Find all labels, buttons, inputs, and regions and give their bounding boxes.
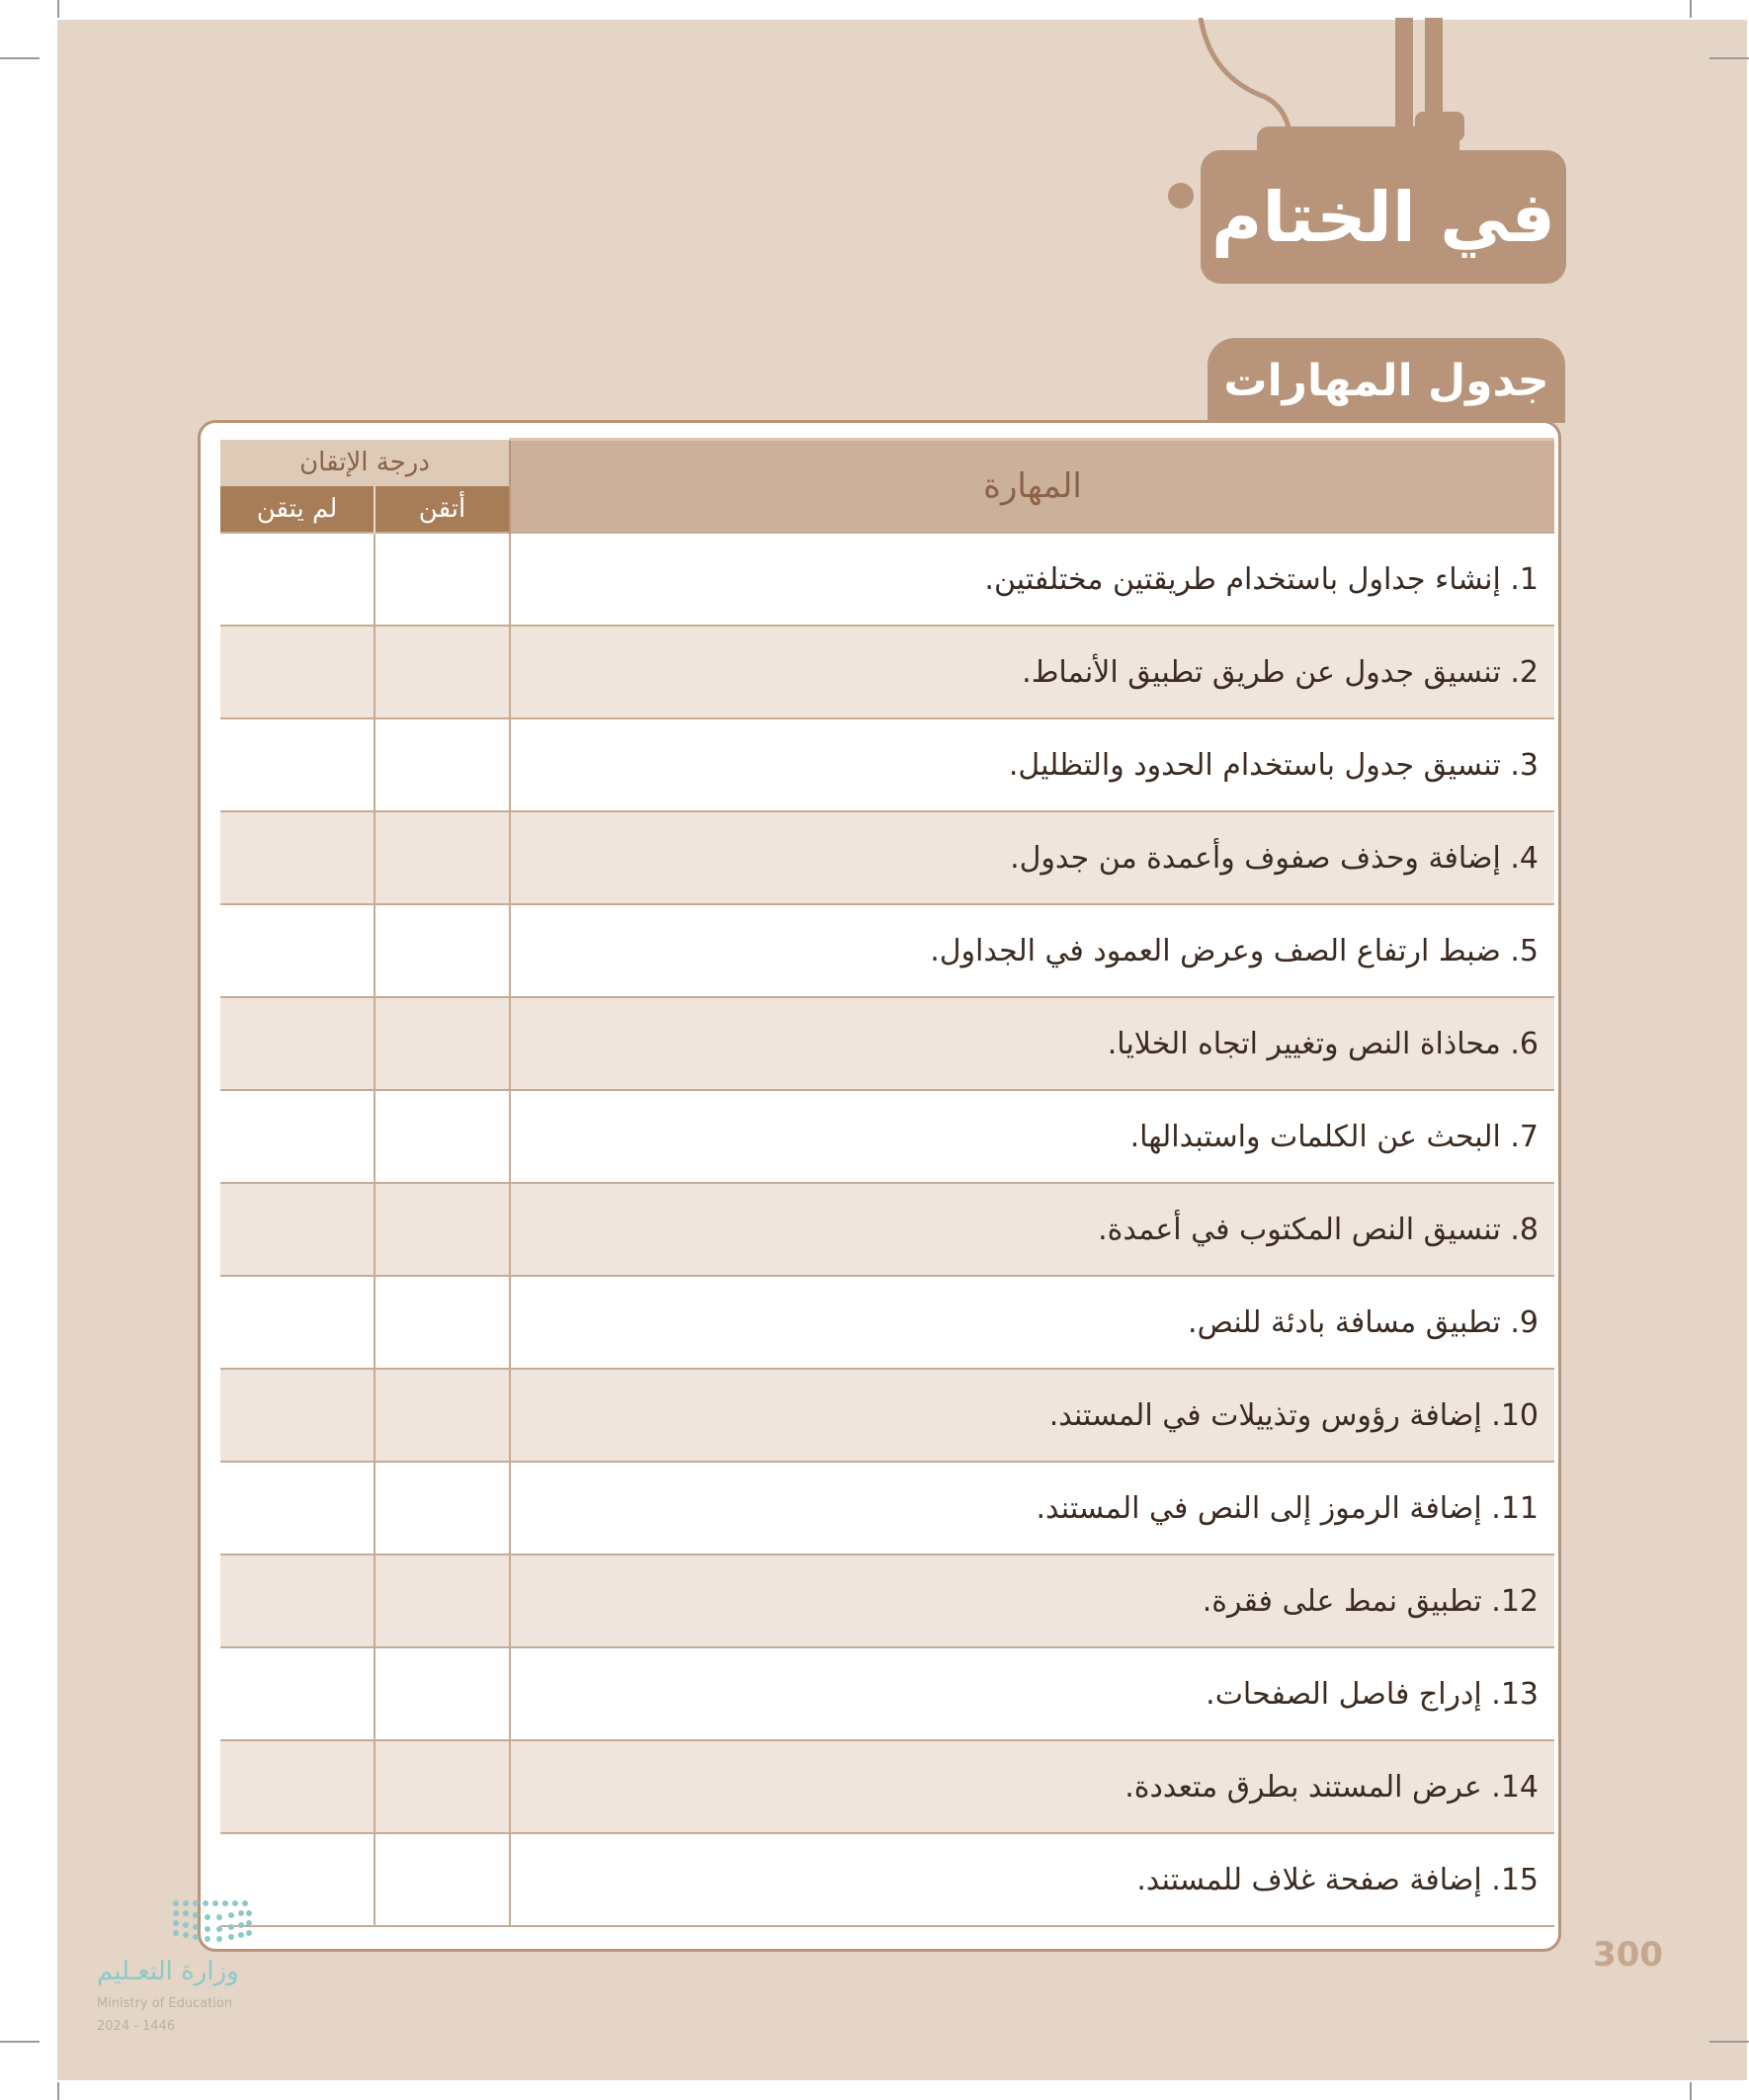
mastered-cell[interactable]: [375, 1647, 510, 1740]
mastered-cell[interactable]: [375, 1554, 510, 1647]
ministry-name-english: Ministry of Education: [97, 1996, 233, 2011]
mastered-column-header: أتقن: [375, 486, 510, 533]
mastered-cell[interactable]: [375, 904, 510, 997]
not-mastered-column-header: لم يتقن: [220, 486, 375, 533]
mastered-cell[interactable]: [375, 626, 510, 718]
skill-text: 13. إدراج فاصل الصفحات.: [510, 1647, 1554, 1740]
section-title: جدول المهارات: [1223, 355, 1549, 406]
chapter-title: في الختام: [1211, 176, 1555, 258]
skill-text: 5. ضبط ارتفاع الصف وعرض العمود في الجداول.: [510, 904, 1554, 997]
not-mastered-cell[interactable]: [220, 626, 375, 718]
skill-text: 9. تطبيق مسافة بادئة للنص.: [510, 1276, 1554, 1369]
table-row: [220, 1740, 1554, 1833]
not-mastered-cell[interactable]: [220, 718, 375, 811]
mastered-cell[interactable]: [375, 1369, 510, 1462]
table-row: [220, 718, 1554, 811]
skill-text: 14. عرض المستند بطرق متعددة.: [510, 1740, 1554, 1833]
not-mastered-cell[interactable]: [220, 1462, 375, 1554]
skill-text: 4. إضافة وحذف صفوف وأعمدة من جدول.: [510, 811, 1554, 904]
not-mastered-cell[interactable]: [220, 533, 375, 626]
trim-mark: [0, 57, 40, 59]
ministry-year: 2024 - 1446: [97, 2019, 176, 2034]
skill-text: 7. البحث عن الكلمات واستبدالها.: [510, 1090, 1554, 1183]
not-mastered-cell[interactable]: [220, 1740, 375, 1833]
mastered-cell[interactable]: [375, 1276, 510, 1369]
not-mastered-cell[interactable]: [220, 1369, 375, 1462]
table-row: [220, 1462, 1554, 1554]
table-row: [220, 997, 1554, 1090]
table-row: [220, 1276, 1554, 1369]
skill-text: 10. إضافة رؤوس وتذييلات في المستند.: [510, 1369, 1554, 1462]
skill-text: 11. إضافة الرموز إلى النص في المستند.: [510, 1462, 1554, 1554]
table-row: [220, 904, 1554, 997]
table-row: [220, 1369, 1554, 1462]
trim-mark: [1709, 2041, 1749, 2043]
trim-mark: [1690, 0, 1692, 18]
table-row: [220, 1554, 1554, 1647]
trim-mark: [1690, 2082, 1692, 2100]
not-mastered-cell[interactable]: [220, 1090, 375, 1183]
mastered-cell[interactable]: [375, 1183, 510, 1276]
mastered-cell[interactable]: [375, 811, 510, 904]
trim-mark: [57, 0, 59, 18]
trim-mark: [57, 2082, 59, 2100]
mastered-cell[interactable]: [375, 997, 510, 1090]
table-row: [220, 1183, 1554, 1276]
skill-text: 2. تنسيق جدول عن طريق تطبيق الأنماط.: [510, 626, 1554, 718]
section-title-tab: [1208, 338, 1565, 423]
mastery-level-header: درجة الإتقان: [220, 440, 510, 487]
mastered-cell[interactable]: [375, 1740, 510, 1833]
not-mastered-cell[interactable]: [220, 1647, 375, 1740]
ministry-name-arabic: وزارة التعـليم: [97, 1957, 239, 1986]
table-row: [220, 1090, 1554, 1183]
trim-mark: [0, 2041, 40, 2043]
ministry-logo-icon: [97, 1895, 255, 1955]
table-row: [220, 1647, 1554, 1740]
skill-text: 12. تطبيق نمط على فقرة.: [510, 1554, 1554, 1647]
skill-text: 6. محاذاة النص وتغيير اتجاه الخلايا.: [510, 997, 1554, 1090]
table-row: [220, 626, 1554, 718]
skills-table: [220, 438, 1554, 1927]
mastered-cell[interactable]: [375, 533, 510, 626]
not-mastered-cell[interactable]: [220, 1276, 375, 1369]
skill-text: 3. تنسيق جدول باستخدام الحدود والتظليل.: [510, 718, 1554, 811]
mastered-cell[interactable]: [375, 1462, 510, 1554]
not-mastered-cell[interactable]: [220, 1554, 375, 1647]
not-mastered-cell[interactable]: [220, 997, 375, 1090]
not-mastered-cell[interactable]: [220, 811, 375, 904]
page-number: 300: [1593, 1935, 1663, 1974]
skill-text: 8. تنسيق النص المكتوب في أعمدة.: [510, 1183, 1554, 1276]
chapter-title-plaque: [1201, 150, 1566, 284]
table-row: [220, 1833, 1554, 1926]
table-row: [220, 811, 1554, 904]
mastered-cell[interactable]: [375, 1833, 510, 1926]
mastered-cell[interactable]: [375, 718, 510, 811]
skill-column-header: المهارة: [510, 440, 1554, 534]
skill-text: 1. إنشاء جداول باستخدام طريقتين مختلفتين.: [510, 533, 1554, 626]
skill-text: 15. إضافة صفحة غلاف للمستند.: [510, 1833, 1554, 1926]
table-row: [220, 533, 1554, 626]
not-mastered-cell[interactable]: [220, 904, 375, 997]
not-mastered-cell[interactable]: [220, 1183, 375, 1276]
mastered-cell[interactable]: [375, 1090, 510, 1183]
trim-mark: [1709, 57, 1749, 59]
